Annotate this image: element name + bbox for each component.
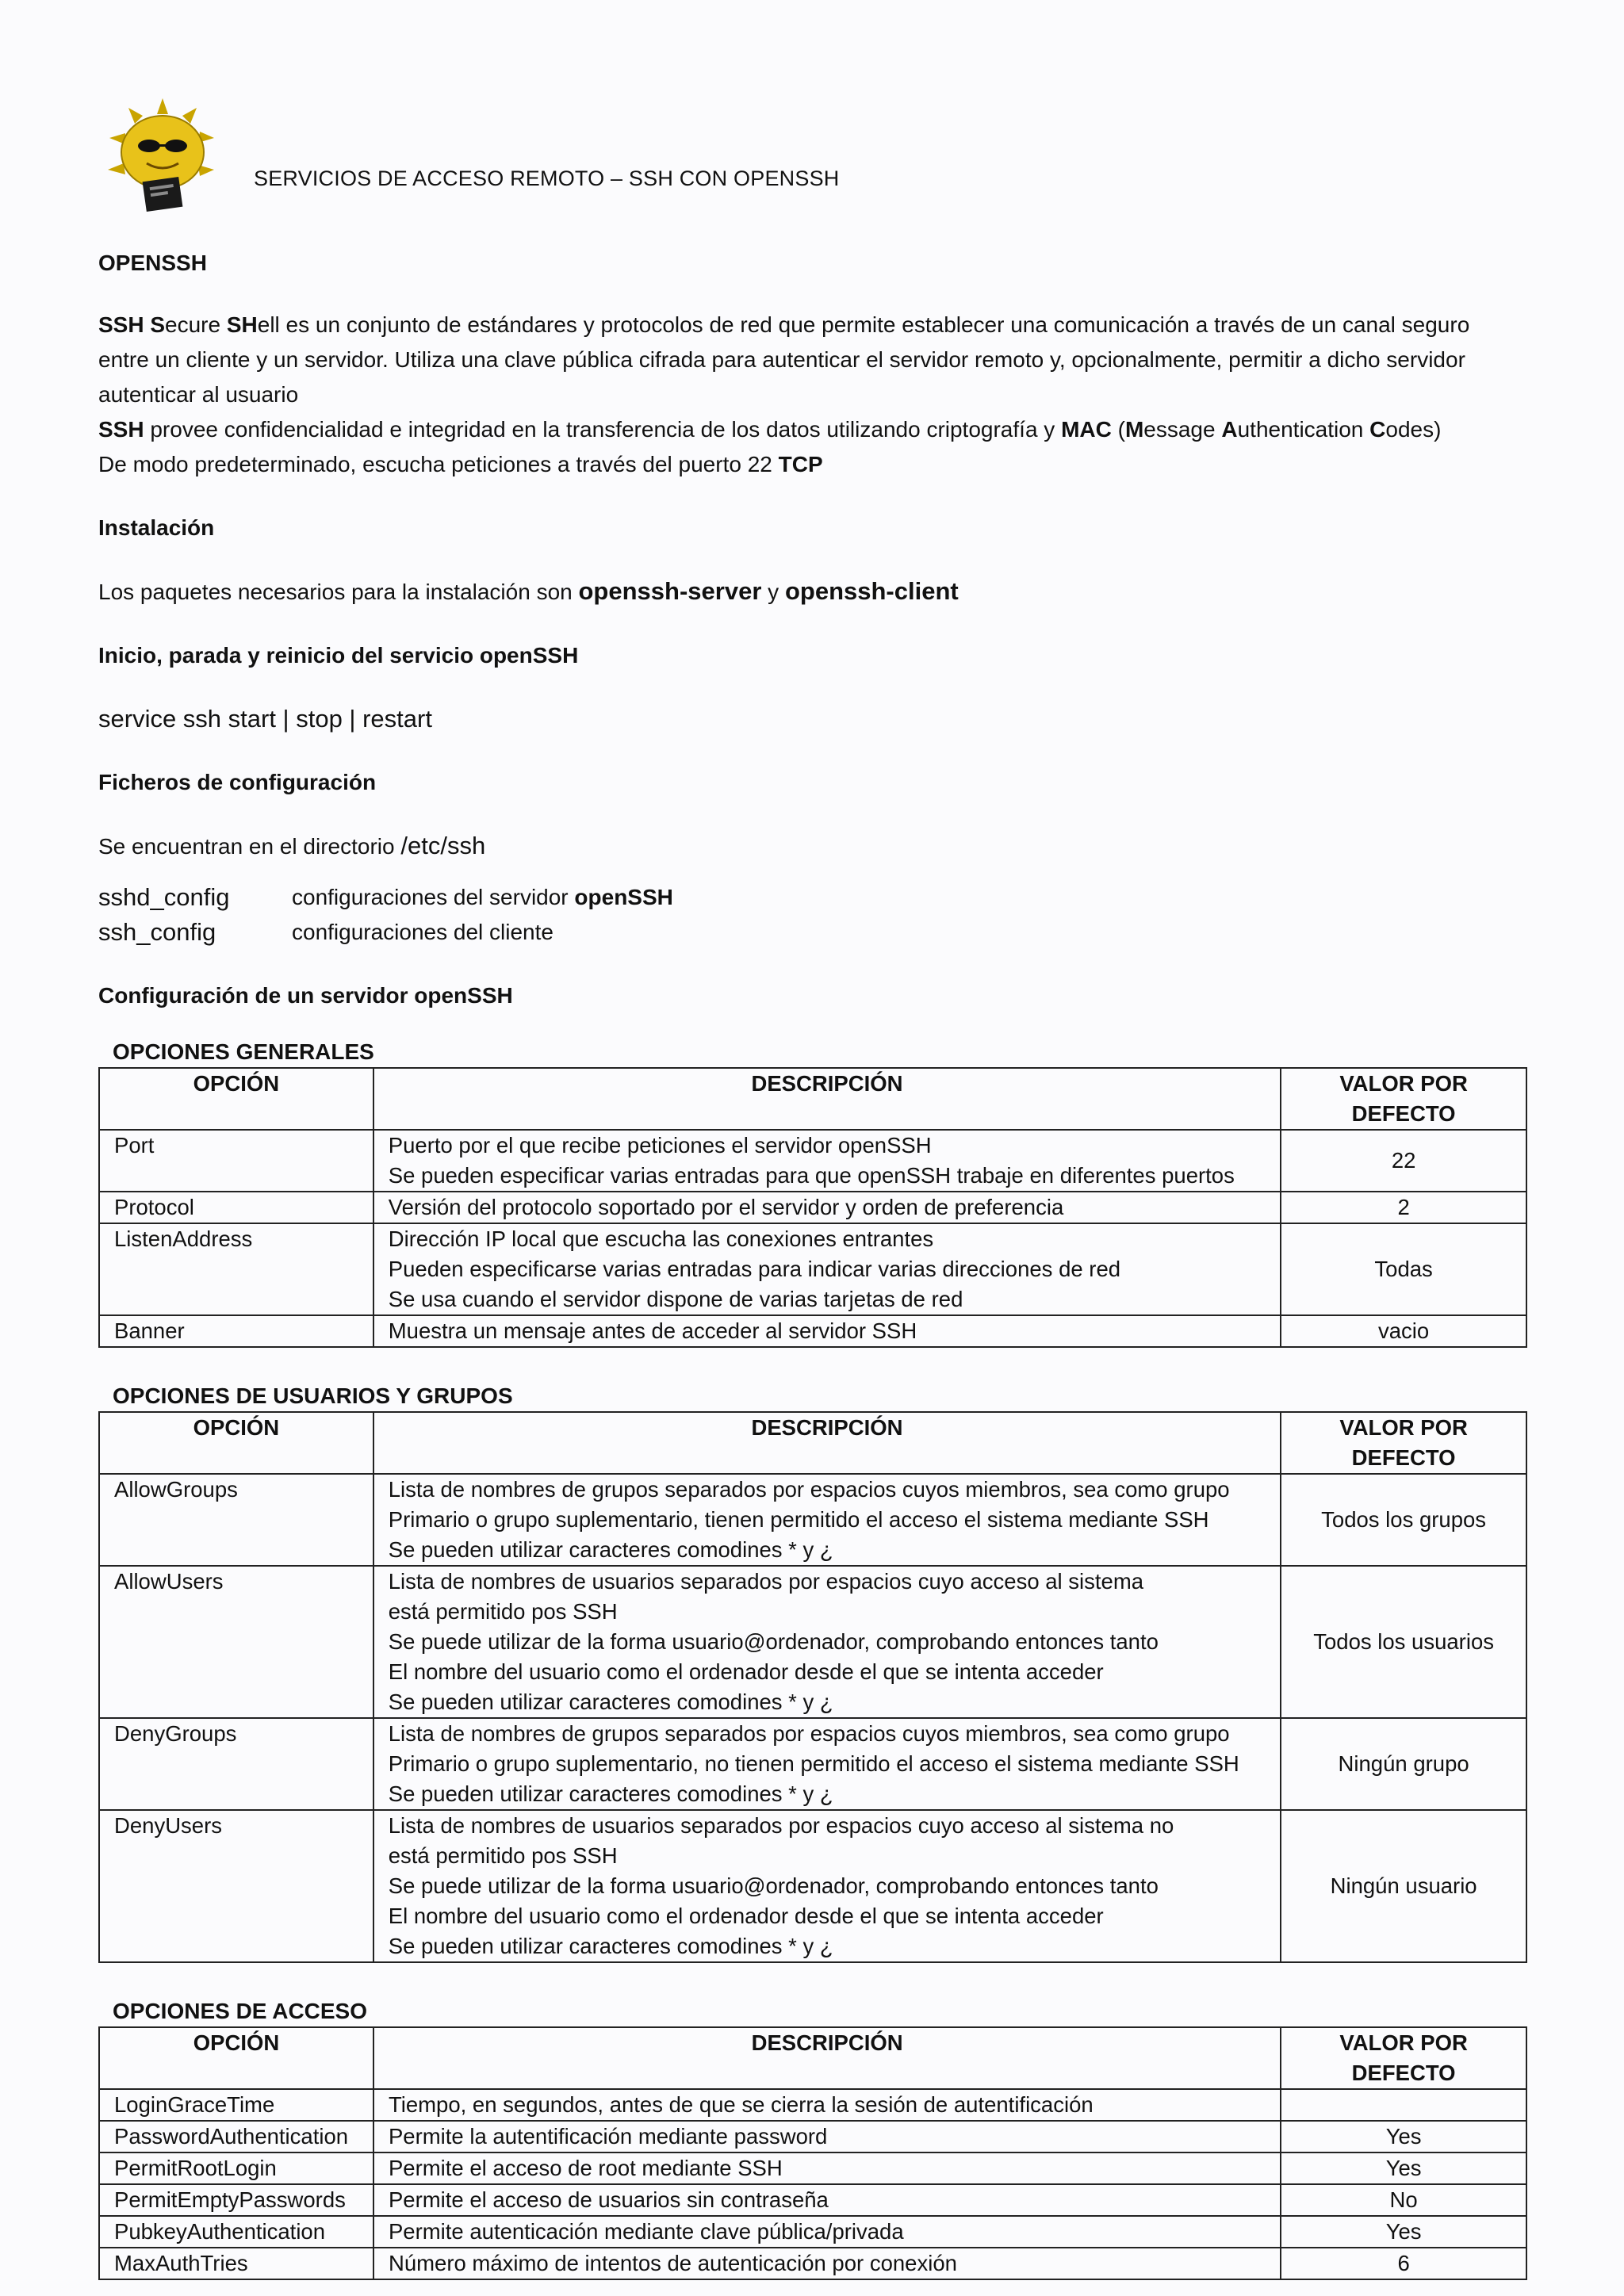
table-row [99,2089,1526,2121]
intro-paragraph-1: SSH Secure SHell es un conjunto de estándares y protocolos de red que permite establecer una comunicación a través de un canal seguro entre un cliente y un servidor. Utiliza una clave pública cifrada para autenticar el servidor remoto y, opcionalmente, permitir a dicho servidor autenticar al usuario [98,312,1470,407]
access-options-title: OPCIONES DE ACCESO [113,1999,368,2023]
description-line: Se pueden utilizar caracteres comodines * y ¿ [388,1934,833,1958]
option-name: LoginGraceTime [99,2089,373,2121]
description-line: Se pueden utilizar caracteres comodines * y ¿ [388,1781,833,1806]
config-dir-text: Se encuentran en el directorio /etc/ssh [98,832,486,859]
table-row [99,2216,1526,2248]
document-title: SERVICIOS DE ACCESO REMOTO – SSH CON OPENSSH [254,166,840,190]
server-config-heading: Configuración de un servidor openSSH [98,983,513,1008]
table-row [99,1474,1526,1566]
description-line: Se puede utilizar de la forma usuario@ordenador, comprobando entonces tanto [388,1629,1159,1654]
general-options-table [98,1067,1527,1348]
default-value: No [1281,2184,1526,2216]
option-description [373,1474,1281,1566]
table-row [99,1315,1526,1347]
default-value: Todos los usuarios [1281,1566,1526,1718]
table-row [99,2152,1526,2184]
description-line: Lista de nombres de usuarios separados por espacios cuyo acceso al sistema [388,1569,1144,1594]
table-row [99,1718,1526,1810]
users-groups-options-table [98,1411,1527,1963]
option-name: Banner [99,1315,373,1347]
option-name: AllowGroups [99,1474,373,1566]
default-value: Yes [1281,2216,1526,2248]
description-line: está permitido pos SSH [388,1599,618,1624]
config-files-heading: Ficheros de configuración [98,770,377,794]
col-header-default: VALOR POR DEFECTO [1281,2027,1526,2089]
general-options-title: OPCIONES GENERALES [113,1039,374,1064]
service-command: service ssh start | stop | restart [98,705,432,733]
default-value: Yes [1281,2121,1526,2152]
col-header-description: DESCRIPCIÓN [373,1068,1281,1130]
description-line: Número máximo de intentos de autenticación por conexión [388,2251,957,2275]
table-row [99,1192,1526,1223]
description-line: El nombre del usuario como el ordenador desde el que se intenta acceder [388,1659,1104,1684]
col-header-default: VALOR POR DEFECTO [1281,1412,1526,1474]
option-name: AllowUsers [99,1566,373,1718]
default-value: Todos los grupos [1281,1474,1526,1566]
default-value [1281,2089,1526,2121]
description-line: Se pueden utilizar caracteres comodines * y ¿ [388,1689,833,1714]
description-line: Permite el acceso de root mediante SSH [388,2156,783,2180]
description-line: Lista de nombres de grupos separados por espacios cuyos miembros, sea como grupo [388,1477,1230,1502]
service-heading: Inicio, parada y reinicio del servicio openSSH [98,643,579,668]
col-header-description: DESCRIPCIÓN [373,1412,1281,1474]
description-line: El nombre del usuario como el ordenador desde el que se intenta acceder [388,1904,1104,1928]
access-options-table [98,2026,1527,2280]
option-description [373,1130,1281,1192]
description-line: Se pueden utilizar caracteres comodines * y ¿ [388,1537,833,1562]
description-line: Primario o grupo suplementario, no tienen permitido el acceso el sistema mediante SSH [388,1751,1239,1776]
col-header-default: VALOR POR DEFECTO [1281,1068,1526,1130]
option-description [373,2121,1281,2152]
table-row [99,1223,1526,1315]
openssh-puffy-logo [103,97,222,216]
document-body [98,246,1526,2280]
default-value: 22 [1281,1130,1526,1192]
table-row [99,2184,1526,2216]
option-description [373,1810,1281,1962]
table-row [99,1566,1526,1718]
option-name: MaxAuthTries [99,2248,373,2279]
option-name: PermitRootLogin [99,2152,373,2184]
description-line: Pueden especificarse varias entradas para indicar varias direcciones de red [388,1257,1121,1281]
option-description [373,1223,1281,1315]
description-line: Versión del protocolo soportado por el servidor y orden de preferencia [388,1195,1064,1219]
option-description [373,2184,1281,2216]
description-line: Lista de nombres de grupos separados por espacios cuyos miembros, sea como grupo [388,1721,1230,1746]
description-line: Permite autenticación mediante clave pública/privada [388,2219,904,2244]
option-name: DenyUsers [99,1810,373,1962]
default-value: 2 [1281,1192,1526,1223]
option-description [373,2216,1281,2248]
option-name: PermitEmptyPasswords [99,2184,373,2216]
col-header-option: OPCIÓN [99,1412,373,1474]
option-name: Protocol [99,1192,373,1223]
install-heading: Instalación [98,515,215,540]
option-description [373,1192,1281,1223]
option-name: ListenAddress [99,1223,373,1315]
description-line: Se puede utilizar de la forma usuario@ordenador, comprobando entonces tanto [388,1873,1159,1898]
option-description [373,1315,1281,1347]
default-value: Ningún usuario [1281,1810,1526,1962]
config-file-ssh: ssh_config configuraciones del cliente [98,918,553,946]
description-line: Dirección IP local que escucha las conexiones entrantes [388,1226,934,1251]
option-description [373,2152,1281,2184]
default-value: Yes [1281,2152,1526,2184]
users-groups-options-title: OPCIONES DE USUARIOS Y GRUPOS [113,1383,513,1408]
table-row [99,1130,1526,1192]
description-line: Puerto por el que recibe peticiones el servidor openSSH [388,1133,932,1158]
default-value: 6 [1281,2248,1526,2279]
description-line: Lista de nombres de usuarios separados por espacios cuyo acceso al sistema no [388,1813,1174,1838]
description-line: Se pueden especificar varias entradas para que openSSH trabaje en diferentes puertos [388,1163,1235,1188]
description-line: está permitido pos SSH [388,1843,618,1868]
option-description [373,1718,1281,1810]
default-value: Todas [1281,1223,1526,1315]
description-line: Tiempo, en segundos, antes de que se cierra la sesión de autentificación [388,2092,1094,2117]
table-row [99,2121,1526,2152]
description-line: Primario o grupo suplementario, tienen permitido el acceso el sistema mediante SSH [388,1507,1209,1532]
option-description [373,1566,1281,1718]
package-openssh-client: openssh-client [784,577,959,605]
package-openssh-server: openssh-server [578,577,762,605]
default-value: vacio [1281,1315,1526,1347]
description-line: Muestra un mensaje antes de acceder al servidor SSH [388,1318,917,1343]
config-dir: /etc/ssh [400,832,486,859]
option-name: PubkeyAuthentication [99,2216,373,2248]
description-line: Se usa cuando el servidor dispone de varias tarjetas de red [388,1287,963,1311]
install-text: Los paquetes necesarios para la instalación son openssh-server y openssh-client [98,577,959,605]
option-description [373,2248,1281,2279]
col-header-option: OPCIÓN [99,2027,373,2089]
default-value: Ningún grupo [1281,1718,1526,1810]
col-header-description: DESCRIPCIÓN [373,2027,1281,2089]
description-line: Permite el acceso de usuarios sin contraseña [388,2187,829,2212]
config-file-sshd: sshd_config configuraciones del servidor openSSH [98,883,673,911]
option-name: DenyGroups [99,1718,373,1810]
intro-paragraph-2: SSH provee confidencialidad e integridad en la transferencia de los datos utilizando criptografía y MAC (Message Authentication Codes) [98,417,1442,442]
table-row [99,1810,1526,1962]
openssh-heading: OPENSSH [98,251,207,275]
option-name: PasswordAuthentication [99,2121,373,2152]
description-line: Permite la autentificación mediante password [388,2124,828,2149]
intro-paragraph-3: De modo predeterminado, escucha peticiones a través del puerto 22 TCP [98,452,823,476]
option-name: Port [99,1130,373,1192]
option-description [373,2089,1281,2121]
table-row [99,2248,1526,2279]
col-header-option: OPCIÓN [99,1068,373,1130]
